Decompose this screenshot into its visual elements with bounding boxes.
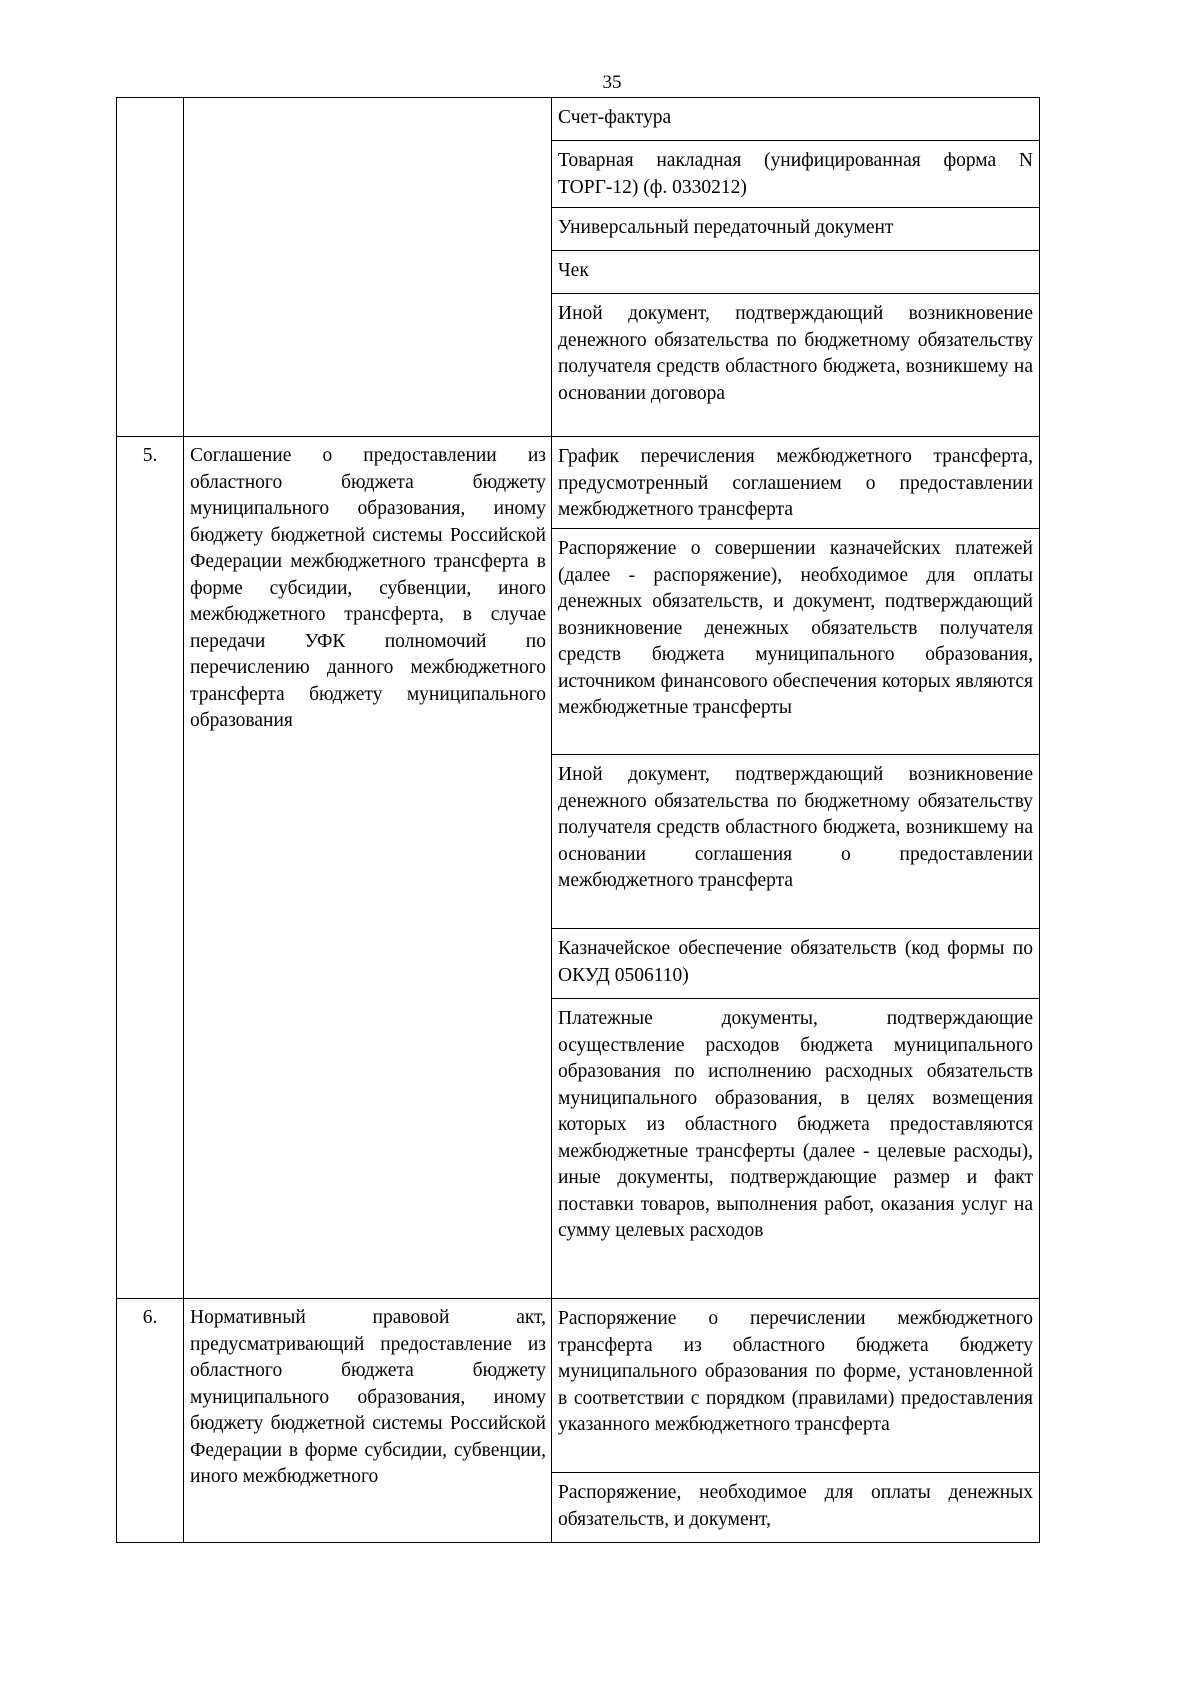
table-row [117, 1299, 1040, 1543]
table-row [117, 437, 1040, 1299]
documents-table [116, 97, 1040, 1543]
supporting-documents [552, 437, 1040, 1299]
document-item: Счет-фактура [552, 98, 1039, 141]
supporting-documents [552, 98, 1040, 437]
document-item: Платежные документы, подтверждающие осуществление расходов бюджета муниципального образования по исполнению расходных обязательств муниципального образования, в целях возмещения которых из областного бюджета предоставляются межбюджетные трансферты (далее - целевые расходы), иные документы, подтверждающие размер и факт поставки товаров, выполнения работ, оказания услуг на сумму целевых расходов [558, 1008, 1033, 1241]
basis-document: Соглашение о предоставлении из областного бюджета бюджету муниципального образования, иному бюджету бюджетной системы Российской Федерации межбюджетного трансферта в форме субсидии, субвенции, иного межбюджетного трансферта, в случае передачи УФК полномочий по перечислению данного межбюджетного трансферта бюджету муниципального образования [184, 437, 552, 1299]
document-item: Чек [552, 251, 1039, 294]
document-item: Товарная накладная (унифицированная форма N ТОРГ-12) (ф. 0330212) [552, 141, 1039, 208]
document-item: Универсальный передаточный документ [552, 208, 1039, 251]
document-item: Иной документ, подтверждающий возникновение денежного обязательства по бюджетному обязательству получателя средств областного бюджета, возникшему на основании договора [558, 303, 1033, 404]
document-item: Иной документ, подтверждающий возникновение денежного обязательства по бюджетному обязательству получателя средств областного бюджета, возникшему на основании соглашения о предоставлении межбюджетного трансферта [552, 755, 1039, 929]
basis-document [184, 98, 552, 437]
document-item: Распоряжение о перечислении межбюджетного трансферта из областного бюджета бюджету муниципального образования по форме, установленной в соответствии с порядком (правилами) предоставления указанного межбюджетного трансферта [552, 1299, 1039, 1473]
document-item: Казначейское обеспечение обязательств (код формы по ОКУД 0506110) [552, 929, 1039, 999]
page-number: 35 [602, 72, 622, 93]
row-number: 6. [117, 1299, 184, 1543]
row-number [117, 98, 184, 437]
document-item: График перечисления межбюджетного трансферта, предусмотренный соглашением о предоставлении межбюджетного трансферта [552, 437, 1039, 529]
table-row [117, 98, 1040, 437]
document-item: Распоряжение, необходимое для оплаты денежных обязательств, и документ, [558, 1482, 1033, 1530]
row-number: 5. [117, 437, 184, 1299]
supporting-documents [552, 1299, 1040, 1543]
basis-document: Нормативный правовой акт, предусматривающий предоставление из областного бюджета бюджету муниципального образования, иному бюджету бюджетной системы Российской Федерации в форме субсидии, субвенции, иного межбюджетного [184, 1299, 552, 1543]
document-item: Распоряжение о совершении казначейских платежей (далее - распоряжение), необходимое для оплаты денежных обязательств, и документ, подтверждающий возникновение денежных обязательств получателя средств бюджета муниципального образования, источником финансового обеспечения которых являются межбюджетные трансферты [552, 529, 1039, 755]
